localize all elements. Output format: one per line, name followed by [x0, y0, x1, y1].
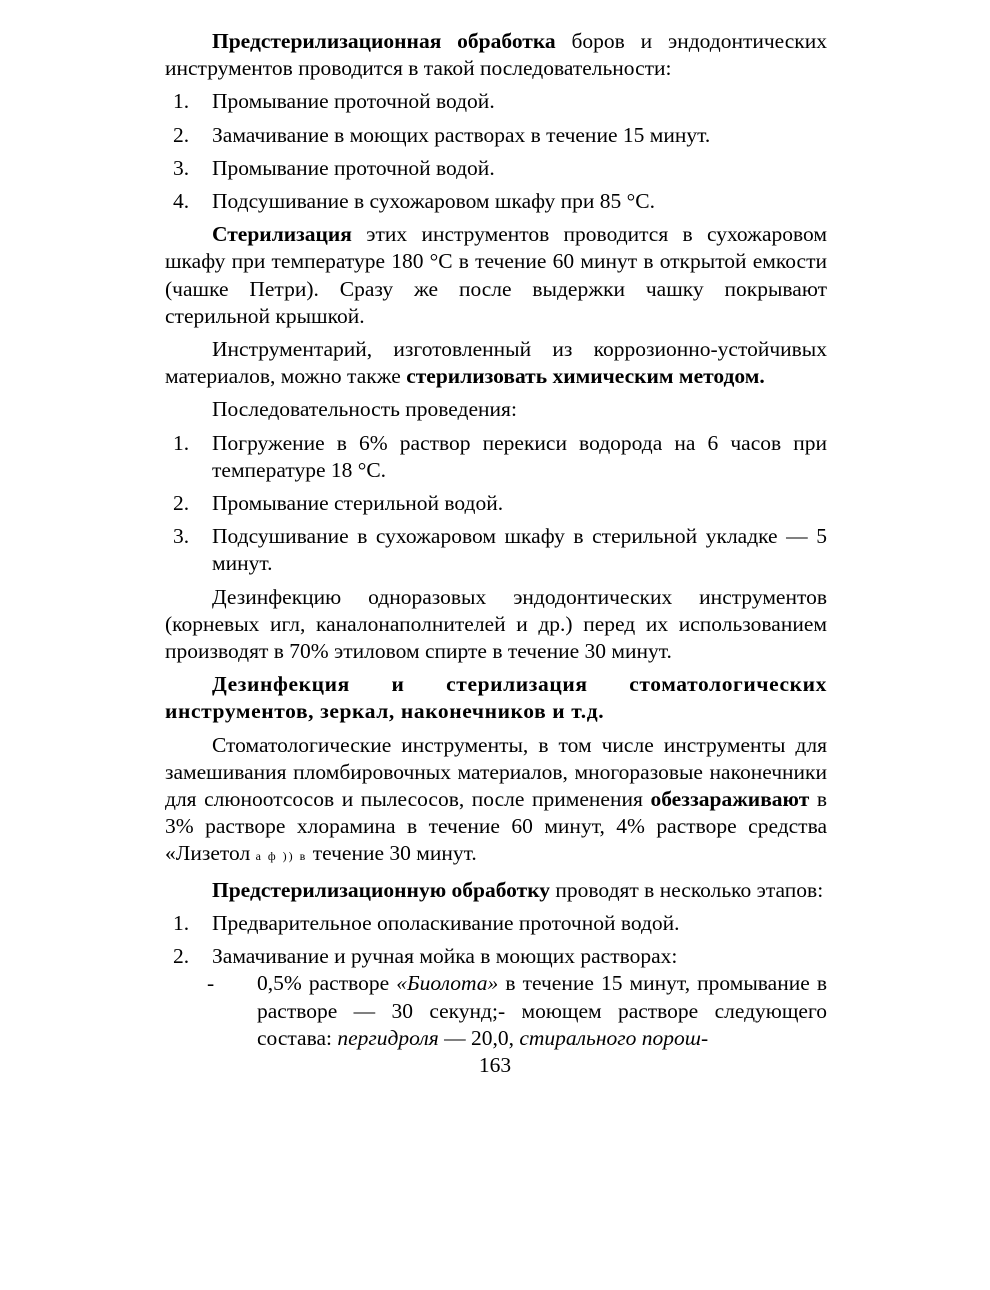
numbered-list-1	[165, 88, 827, 215]
list-item: 2. Замачивание и ручная мойка в моющих растворах:	[173, 944, 678, 969]
dash-list-item: - 0,5% растворе «Биолота» в течение 15 минут, промывание в растворе — 30 секунд;- моющем растворе следующего состава: пергидроля — 20,0, стирального порош-	[207, 971, 827, 1050]
numbered-list-2	[165, 430, 827, 578]
page-number: 163	[478, 1053, 512, 1077]
paragraph-presterilization-intro: Предстерилизационная обработка боров и эндодонтических инструментов проводится в такой последовательности:	[165, 29, 828, 81]
page-body	[165, 28, 827, 1052]
bold-term: стерилизовать химическим методом.	[406, 364, 765, 389]
paragraph-disinfection-disposable: Дезинфекцию одноразовых эндодонтических инструментов (корневых игл, каналонаполнителей и др.) перед их использованием производят в 70% этиловом спирте в течение 30 минут.	[165, 584, 827, 664]
paragraph-sequence-label: Последовательность проведения:	[212, 397, 517, 422]
bold-term: Стерилизация	[212, 222, 352, 247]
list-item: 1. Погружение в 6% раствор перекиси водорода на 6 часов при температуре 18 °С.	[173, 430, 827, 482]
list-item: 1. Промывание проточной водой.	[173, 89, 495, 114]
section-heading: Дезинфекция и стерилизация стоматологических инструментов, зеркал, наконечников и т.д.	[165, 672, 827, 724]
list-item: 4. Подсушивание в сухожаровом шкафу при 85 °С.	[173, 189, 655, 214]
list-item: 2. Замачивание в моющих растворах в течение 15 минут.	[173, 122, 711, 147]
list-item: 3. Промывание проточной водой.	[173, 155, 495, 180]
list-item: 1. Предварительное ополаскивание проточной водой.	[173, 910, 680, 935]
paragraph-dental-instruments: Стоматологические инструменты, в том числе инструменты для замешивания пломбировочных материалов, многоразовые наконечники для слюноотсосов и пылесосов, после применения обеззараживают в 3% растворе хлорамина в течение 60 минут, 4% растворе средства «Лизетол а ф )) в течение 30 минут.	[165, 732, 828, 866]
paragraph-sterilization: Стерилизация этих инструментов проводится в сухожаровом шкафу при температуре 180 °С в течение 60 минут в открытой емкости (чашке Петри). Сразу же после выдержки чашку покрывают стерильной крышкой.	[165, 222, 827, 328]
bold-term: Предстерилизационную обработку	[212, 877, 551, 902]
list-item: 3. Подсушивание в сухожаровом шкафу в стерильной укладке — 5 минут.	[173, 524, 827, 576]
bold-term: обеззараживают	[650, 787, 810, 812]
bold-term: Предстерилизационная обработка	[212, 29, 556, 53]
numbered-list-3	[165, 910, 827, 970]
paragraph-presterilization-stages: Предстерилизационную обработку проводят в несколько этапов:	[212, 877, 824, 902]
paragraph-chemical-method: Инструментарий, изготовленный из коррозионно-устойчивых материалов, можно также стерилизовать химическим методом.	[165, 337, 827, 389]
list-item: 2. Промывание стерильной водой.	[173, 491, 504, 516]
